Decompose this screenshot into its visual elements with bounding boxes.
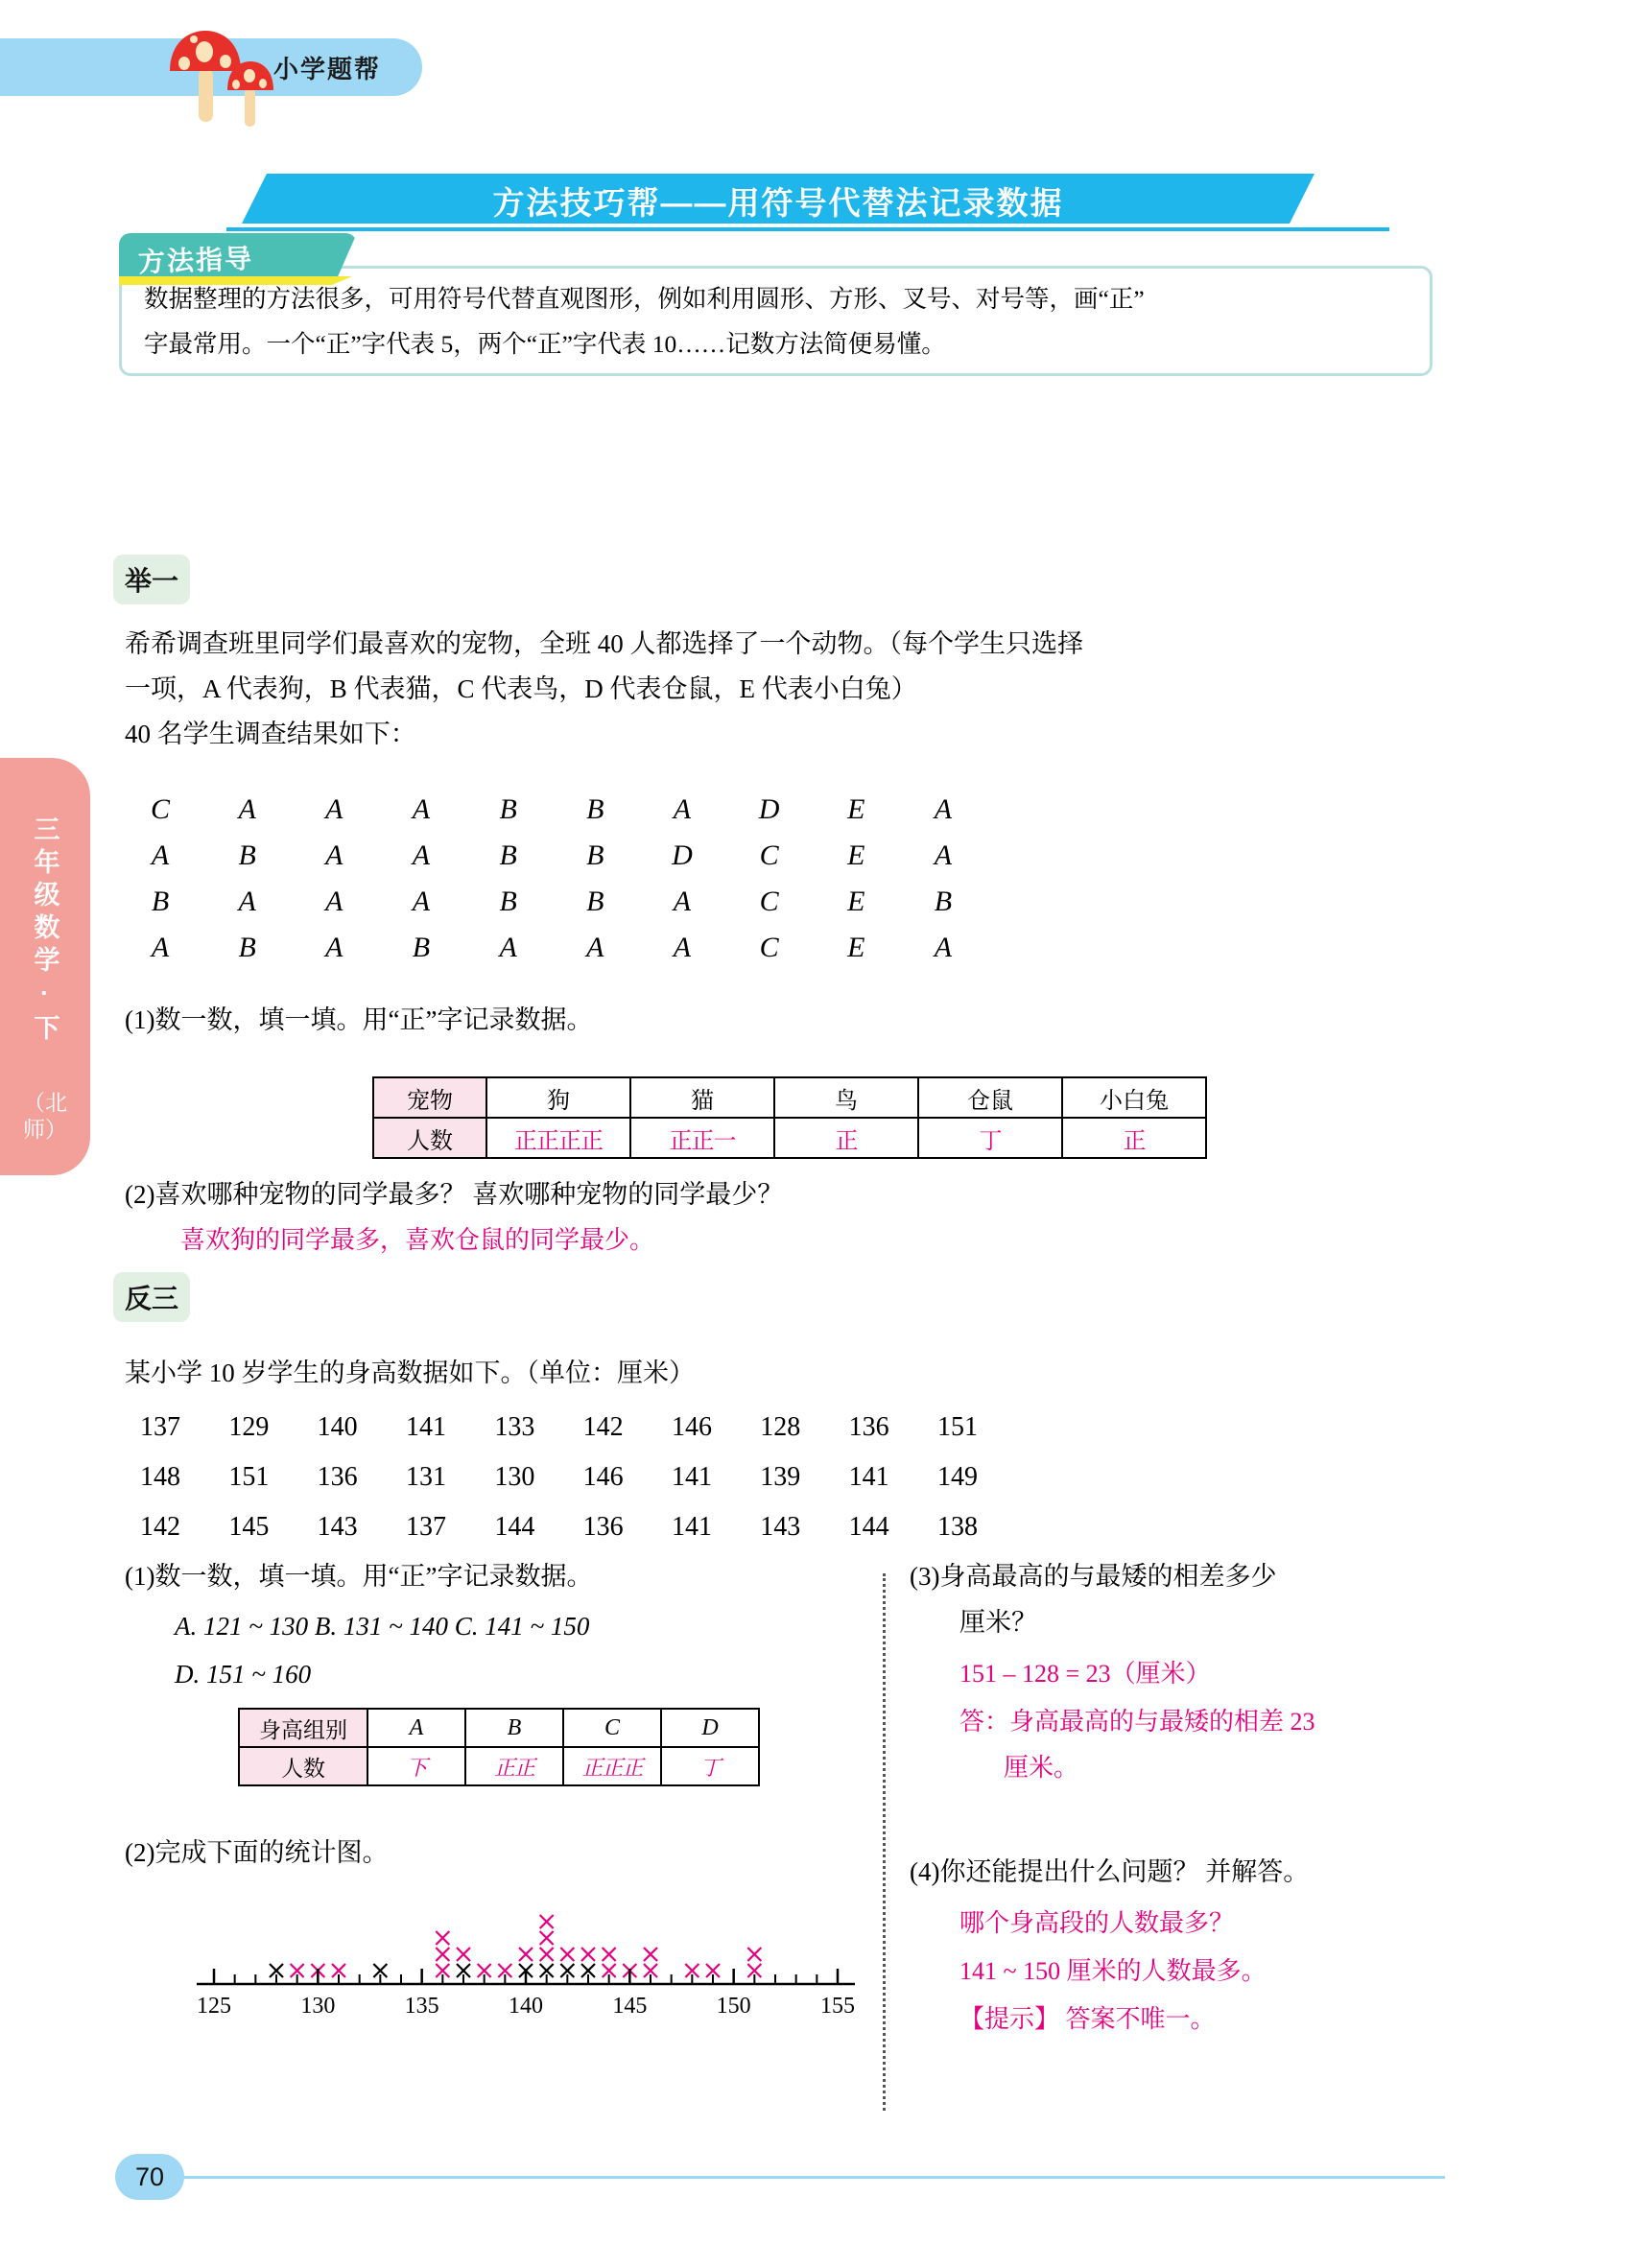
chart-x-marker	[560, 1948, 574, 1961]
question-two-sub3-line2: 厘米？	[959, 1608, 1037, 1637]
height-cell: 141	[671, 1462, 712, 1492]
letter-cell: C	[759, 886, 779, 917]
method-guide-text	[144, 276, 1410, 366]
height-statistics-chart	[190, 1871, 862, 2024]
letter-cell: A	[325, 793, 343, 825]
letter-cell: B	[586, 886, 604, 917]
method-guide-label: 方法指导	[137, 243, 254, 278]
page-number: 70	[115, 2154, 184, 2200]
chart-x-marker	[457, 1948, 470, 1961]
letter-cell: A	[238, 793, 256, 825]
chart-tick-label: 145	[612, 1994, 648, 2019]
letter-cell: B	[586, 839, 604, 871]
letter-cell: C	[759, 839, 779, 871]
letter-cell: A	[934, 932, 953, 963]
letter-cell: C	[150, 793, 170, 825]
height-cell: 141	[671, 1512, 712, 1542]
height-cell: 131	[405, 1462, 446, 1492]
height-cell: 149	[936, 1462, 978, 1492]
question-one-sub1: (1)数一数，填一填。用“正”字记录数据。	[125, 1005, 593, 1034]
question-one-line-2: 一项，A 代表狗，B 代表猫，C 代表鸟，D 代表仓鼠，E 代表小白兔）	[125, 674, 917, 703]
height-cell: 137	[140, 1412, 180, 1442]
letter-cell: A	[934, 839, 953, 871]
height-count-mark: 丁	[661, 1747, 759, 1785]
letter-cell: B	[151, 886, 170, 917]
height-count-mark: 正正	[465, 1747, 563, 1785]
letter-cell: E	[847, 839, 865, 871]
letter-cell: A	[934, 793, 953, 825]
letter-row	[125, 787, 979, 833]
height-data-grid	[125, 1403, 993, 1552]
height-row	[125, 1453, 993, 1502]
letter-cell: E	[847, 932, 865, 963]
pet-col-header: 鸟	[774, 1077, 918, 1118]
chart-tick-label: 155	[820, 1994, 855, 2019]
chart-x-marker	[603, 1948, 616, 1961]
height-cell: 145	[228, 1512, 270, 1542]
chart-tick-label: 125	[197, 1994, 231, 2019]
chart-svg	[190, 1871, 862, 2024]
letter-cell: C	[759, 932, 779, 963]
letter-cell: B	[499, 793, 517, 825]
height-cell: 144	[494, 1512, 535, 1542]
height-cell: 140	[317, 1412, 358, 1442]
height-cell: 136	[848, 1412, 889, 1442]
letter-cell: A	[412, 839, 431, 871]
height-count-mark: 正正正	[563, 1747, 661, 1785]
pet-col-header: 狗	[486, 1077, 630, 1118]
letter-cell: A	[325, 839, 343, 871]
section-chip-fansan: 反三	[113, 1272, 190, 1322]
height-cell: 148	[140, 1462, 180, 1492]
chart-x-marker	[436, 1931, 449, 1945]
height-cell: 151	[228, 1462, 270, 1492]
letter-row	[125, 833, 979, 879]
chart-tick-label: 135	[404, 1994, 439, 2019]
mushroom-small-icon	[225, 59, 275, 129]
pet-table-row-header: 人数	[373, 1118, 486, 1158]
page-title: 方法技巧帮——用符号代替法记录数据	[492, 184, 1064, 221]
letter-cell: A	[673, 932, 692, 963]
height-count-table	[238, 1708, 760, 1786]
guide-line-2: 字最常用。一个“正”字代表 5，两个“正”字代表 10……记数方法简便易懂。	[144, 330, 946, 358]
chart-x-marker	[747, 1948, 761, 1961]
chart-x-marker	[581, 1948, 595, 1961]
height-cell: 136	[317, 1462, 358, 1492]
letter-cell: A	[151, 839, 170, 871]
height-cell: 133	[494, 1412, 535, 1442]
question-one-line-3: 40 名学生调查结果如下：	[125, 720, 416, 748]
letter-cell: B	[934, 886, 953, 917]
letter-cell: B	[238, 839, 256, 871]
chart-marks-layer	[270, 1915, 761, 1977]
height-col-header: B	[465, 1709, 563, 1747]
pet-col-header: 小白兔	[1062, 1077, 1206, 1118]
question-two-sub3-line1: (3)身高最高的与最矮的相差多少	[910, 1562, 1277, 1591]
question-two-sub1: (1)数一数，填一填。用“正”字记录数据。	[125, 1562, 593, 1591]
table-row	[239, 1709, 759, 1747]
letter-cell: D	[672, 839, 693, 871]
height-cell: 138	[936, 1512, 978, 1542]
height-cell: 143	[760, 1512, 801, 1542]
height-cell: 144	[848, 1512, 889, 1542]
height-cell: 139	[760, 1462, 801, 1492]
side-tab-sub-bottom: 师）	[23, 1117, 67, 1142]
height-cell: 137	[405, 1512, 446, 1542]
pet-count-mark: 正	[1062, 1118, 1206, 1158]
height-cell: 142	[582, 1412, 624, 1442]
answer-two-sub4-line3: 【提示】 答案不唯一。	[959, 2005, 1216, 2033]
title-underline	[226, 227, 1389, 231]
height-row	[125, 1403, 993, 1453]
pet-col-header: 猫	[630, 1077, 774, 1118]
column-divider	[883, 1573, 886, 2111]
chart-tick-label: 150	[716, 1994, 751, 2019]
chart-x-marker	[540, 1948, 554, 1961]
height-table-row-header: 身高组别	[239, 1709, 367, 1747]
height-groups-line-1: A. 121 ~ 130 B. 131 ~ 140 C. 141 ~ 150	[175, 1612, 590, 1641]
survey-letter-grid	[125, 787, 979, 971]
pet-count-mark: 正正正正	[486, 1118, 630, 1158]
pet-count-mark: 丁	[918, 1118, 1062, 1158]
question-two-sub2: (2)完成下面的统计图。	[125, 1838, 389, 1867]
height-groups-line-2: D. 151 ~ 160	[175, 1660, 312, 1689]
height-cell: 136	[582, 1512, 624, 1542]
chart-x-marker	[540, 1915, 554, 1928]
letter-cell: B	[499, 886, 517, 917]
letter-cell: A	[673, 886, 692, 917]
letter-cell: A	[151, 932, 170, 963]
letter-cell: B	[586, 793, 604, 825]
question-two-intro: 某小学 10 岁学生的身高数据如下。（单位：厘米）	[125, 1358, 695, 1387]
question-two-sub4: (4)你还能提出什么问题？ 并解答。	[910, 1857, 1310, 1886]
letter-cell: B	[499, 839, 517, 871]
answer-one-sub2: 喜欢狗的同学最多，喜欢仓鼠的同学最少。	[180, 1226, 655, 1254]
chart-x-marker	[540, 1931, 554, 1945]
chart-tick-label: 130	[300, 1994, 336, 2019]
letter-cell: A	[673, 793, 692, 825]
letter-cell: A	[325, 886, 343, 917]
height-table-row-header: 人数	[239, 1747, 367, 1785]
answer-two-sub3-line2: 答：身高最高的与最矮的相差 23	[959, 1708, 1315, 1736]
height-count-mark: 下	[367, 1747, 465, 1785]
answer-two-sub4-line1: 哪个身高段的人数最多？	[959, 1909, 1235, 1937]
height-cell: 151	[936, 1412, 978, 1442]
table-row	[373, 1077, 1206, 1118]
table-row	[239, 1747, 759, 1785]
letter-row	[125, 879, 979, 925]
height-cell: 129	[228, 1412, 270, 1442]
answer-two-sub3-line1: 151 – 128 = 23（厘米）	[959, 1660, 1211, 1688]
height-cell: 143	[317, 1512, 358, 1542]
letter-cell: A	[325, 932, 343, 963]
height-row	[125, 1502, 993, 1552]
letter-cell: A	[412, 793, 431, 825]
height-cell: 146	[582, 1462, 624, 1492]
letter-row	[125, 925, 979, 971]
table-row	[373, 1118, 1206, 1158]
chart-tick-labels	[197, 1994, 855, 2019]
chart-x-marker	[644, 1948, 657, 1961]
answer-two-sub3-line3: 厘米。	[1004, 1754, 1079, 1782]
side-tab-sub-top: （北	[23, 1090, 67, 1115]
footer-rule	[180, 2176, 1445, 2179]
pet-count-mark: 正正一	[630, 1118, 774, 1158]
height-cell: 128	[760, 1412, 801, 1442]
letter-cell: B	[238, 932, 256, 963]
height-col-header: C	[563, 1709, 661, 1747]
guide-line-1: 数据整理的方法很多，可用符号代替直观图形，例如利用圆形、方形、叉号、对号等，画“正”	[144, 285, 1145, 313]
section-chip-juyi: 举一	[113, 555, 190, 604]
letter-cell: A	[586, 932, 604, 963]
chart-x-marker	[519, 1948, 533, 1961]
letter-cell: A	[412, 886, 431, 917]
height-col-header: D	[661, 1709, 759, 1747]
side-tab-label: 三年级数学·下	[30, 815, 59, 1047]
height-cell: 142	[140, 1512, 180, 1542]
question-one-line-1: 希希调查班里同学们最喜欢的宠物，全班 40 人都选择了一个动物。（每个学生只选择	[125, 629, 1083, 658]
height-col-header: A	[367, 1709, 465, 1747]
question-one-sub2: (2)喜欢哪种宠物的同学最多？ 喜欢哪种宠物的同学最少？	[125, 1180, 784, 1209]
pet-count-table	[372, 1076, 1207, 1159]
answer-two-sub4-line2: 141 ~ 150 厘米的人数最多。	[959, 1957, 1267, 1985]
brand-label: 小学题帮	[273, 55, 382, 83]
letter-cell: D	[758, 793, 780, 825]
pet-count-mark: 正	[774, 1118, 918, 1158]
letter-cell: E	[847, 886, 865, 917]
chart-tick-label: 140	[509, 1994, 543, 2019]
letter-cell: E	[847, 793, 865, 825]
height-cell: 141	[848, 1462, 889, 1492]
letter-cell: B	[412, 932, 431, 963]
height-cell: 141	[405, 1412, 446, 1442]
pet-table-row-header: 宠物	[373, 1077, 486, 1118]
height-cell: 130	[494, 1462, 535, 1492]
pet-col-header: 仓鼠	[918, 1077, 1062, 1118]
side-tab-sublabel	[0, 1089, 90, 1143]
letter-cell: A	[238, 886, 256, 917]
letter-cell: A	[499, 932, 517, 963]
chart-x-marker	[436, 1948, 449, 1961]
height-cell: 146	[671, 1412, 712, 1442]
